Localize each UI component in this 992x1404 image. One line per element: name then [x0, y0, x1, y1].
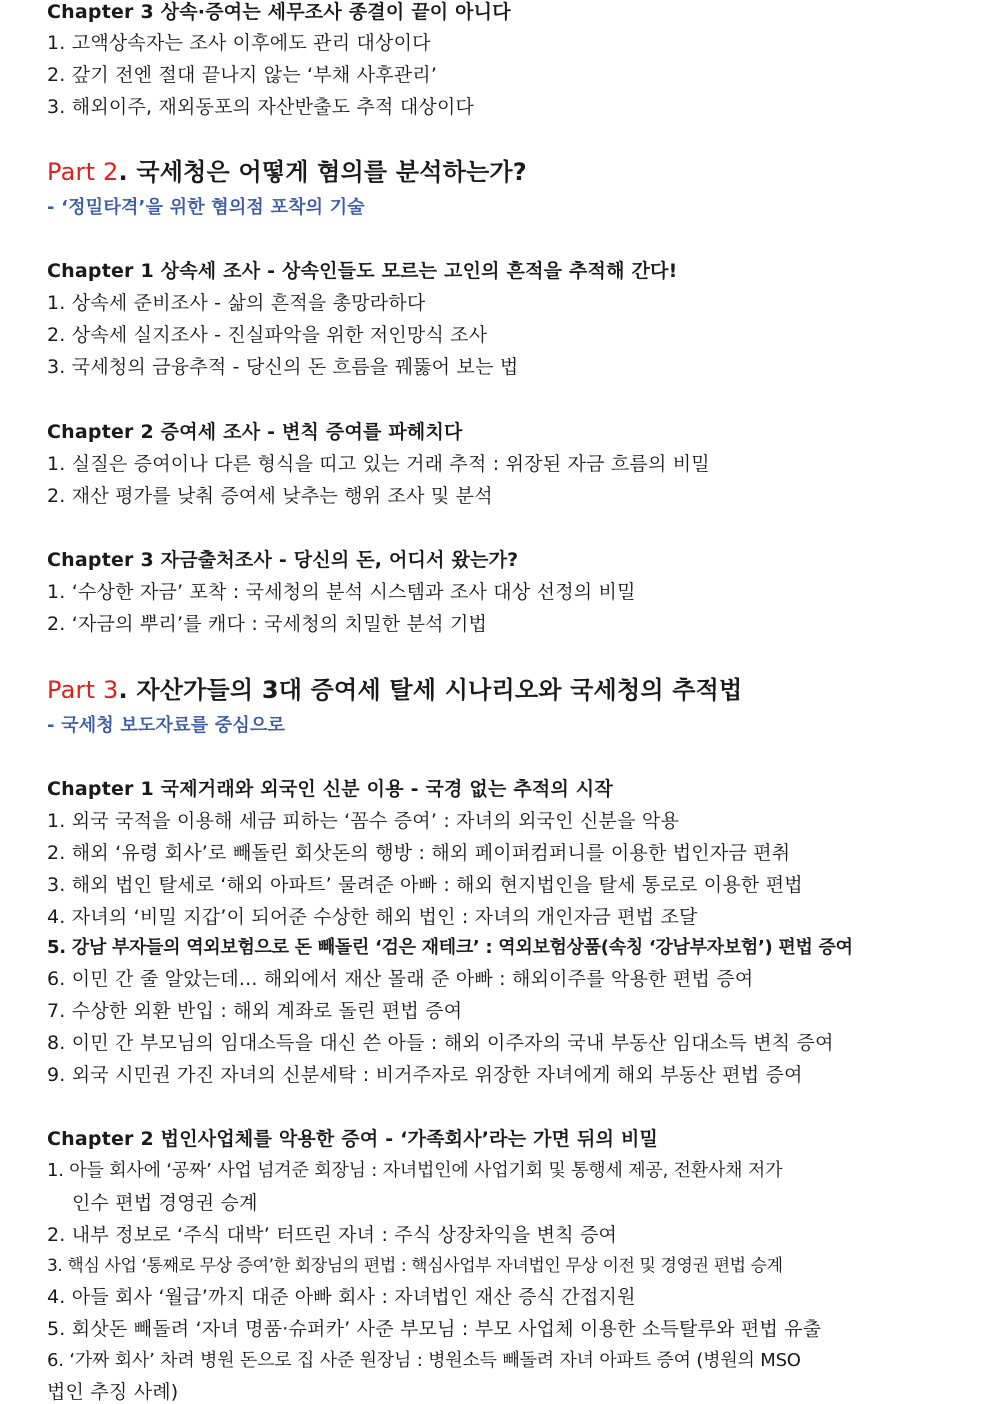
- chapter-heading: Chapter 3 상속·증여는 세무조사 종결이 끝이 아니다: [47, 1, 511, 23]
- list-item: 2. ‘자금의 뿌리’를 캐다 : 국세청의 치밀한 분석 기법: [47, 613, 488, 635]
- part-heading: [47, 675, 742, 705]
- list-item: 1. 실질은 증여이나 다른 형식을 띠고 있는 거래 추적 : 위장된 자금 흐름의 비밀: [47, 453, 710, 475]
- list-item: 2. 재산 평가를 낮춰 증여세 낮추는 행위 조사 및 분석: [47, 485, 493, 507]
- chapter-heading: Chapter 2 증여세 조사 - 변칙 증여를 파헤치다: [47, 421, 463, 443]
- part-title: . 국세청은 어떻게 혐의를 분석하는가?: [118, 158, 527, 186]
- list-item: 6. 이민 간 줄 알았는데... 해외에서 재산 몰래 준 아빠 : 해외이주를 악용한 편법 증여: [47, 968, 754, 990]
- part-subtitle: - 국세청 보도자료를 중심으로: [47, 715, 286, 736]
- chapter-heading: Chapter 2 법인사업체를 악용한 증여 - ‘가족회사’라는 가면 뒤의 비밀: [47, 1128, 659, 1150]
- list-item: 2. 내부 정보로 ‘주식 대박’ 터뜨린 자녀 : 주식 상장차익을 변칙 증여: [47, 1224, 618, 1246]
- chapter-heading: Chapter 1 상속세 조사 - 상속인들도 모르는 고인의 흔적을 추적해 간다!: [47, 260, 678, 282]
- chapter-heading: Chapter 3 자금출처조사 - 당신의 돈, 어디서 왔는가?: [47, 549, 519, 571]
- part-number: Part 2: [47, 158, 119, 186]
- list-item: 1. 외국 국적을 이용해 세금 피하는 ‘꼼수 증여’ : 자녀의 외국인 신분을 악용: [47, 810, 679, 832]
- list-item: 1. ‘수상한 자금’ 포착 : 국세청의 분석 시스템과 조사 대상 선정의 비밀: [47, 581, 636, 603]
- list-item: 5. 강남 부자들의 역외보험으로 돈 빼돌린 ‘검은 재테크’ : 역외보험상품(속칭 ‘강남부자보험’) 편법 증여: [47, 937, 853, 958]
- list-item: 2. 해외 ‘유령 회사’로 빼돌린 회삿돈의 행방 : 해외 페이퍼컴퍼니를 이용한 법인자금 편취: [47, 842, 791, 864]
- list-item: 3. 해외이주, 재외동포의 자산반출도 추적 대상이다: [47, 96, 475, 118]
- list-item: 3. 핵심 사업 ‘통째로 무상 증여’한 회장님의 편법 : 핵심사업부 자녀법인 무상 이전 및 경영권 편법 승계: [47, 1256, 783, 1276]
- list-item: 7. 수상한 외환 반입 : 해외 계좌로 돌린 편법 증여: [47, 1000, 463, 1022]
- list-item: 2. 갚기 전엔 절대 끝나지 않는 ‘부채 사후관리’: [47, 64, 438, 86]
- list-item: 2. 상속세 실지조사 - 진실파악을 위한 저인망식 조사: [47, 324, 488, 346]
- list-item: 6. ‘가짜 회사’ 차려 병원 돈으로 집 사준 원장님 : 병원소득 빼돌려 자녀 아파트 증여 (병원의 MSO: [47, 1350, 801, 1371]
- list-item: 3. 국세청의 금융추적 - 당신의 돈 흐름을 꿰뚫어 보는 법: [47, 356, 519, 378]
- list-item: 4. 자녀의 ‘비밀 지갑’이 되어준 수상한 해외 법인 : 자녀의 개인자금 편법 조달: [47, 906, 698, 928]
- list-item: 1. 상속세 준비조사 - 삶의 흔적을 총망라하다: [47, 292, 426, 314]
- list-item: 4. 아들 회사 ‘월급’까지 대준 아빠 회사 : 자녀법인 재산 증식 간접지원: [47, 1286, 636, 1308]
- list-item: 1. 고액상속자는 조사 이후에도 관리 대상이다: [47, 32, 431, 54]
- list-item: 5. 회삿돈 빼돌려 ‘자녀 명품·슈퍼카’ 사준 부모님 : 부모 사업체 이용한 소득탈루와 편법 유출: [47, 1318, 822, 1340]
- list-item: 9. 외국 시민권 가진 자녀의 신분세탁 : 비거주자로 위장한 자녀에게 해외 부동산 편법 증여: [47, 1064, 803, 1086]
- list-item: 3. 해외 법인 탈세로 ‘해외 아파트’ 물려준 아빠 : 해외 현지법인을 탈세 통로로 이용한 편법: [47, 874, 803, 896]
- part-heading: [47, 157, 527, 187]
- list-item-continued: 법인 추징 사례): [47, 1381, 179, 1403]
- part-subtitle: - ‘정밀타격’을 위한 혐의점 포착의 기술: [47, 197, 365, 218]
- chapter-heading: Chapter 1 국제거래와 외국인 신분 이용 - 국경 없는 추적의 시작: [47, 778, 613, 800]
- part-title: . 자산가들의 3대 증여세 탈세 시나리오와 국세청의 추적법: [118, 676, 743, 704]
- list-item: 8. 이민 간 부모님의 임대소득을 대신 쓴 아들 : 해외 이주자의 국내 부동산 임대소득 변칙 증여: [47, 1032, 834, 1054]
- part-number: Part 3: [47, 676, 119, 704]
- list-item: 1. 아들 회사에 ‘공짜’ 사업 넘겨준 회장님 : 자녀법인에 사업기회 및 통행세 제공, 전환사채 저가: [47, 1160, 783, 1181]
- list-item-continued: 인수 편법 경영권 승계: [47, 1192, 258, 1214]
